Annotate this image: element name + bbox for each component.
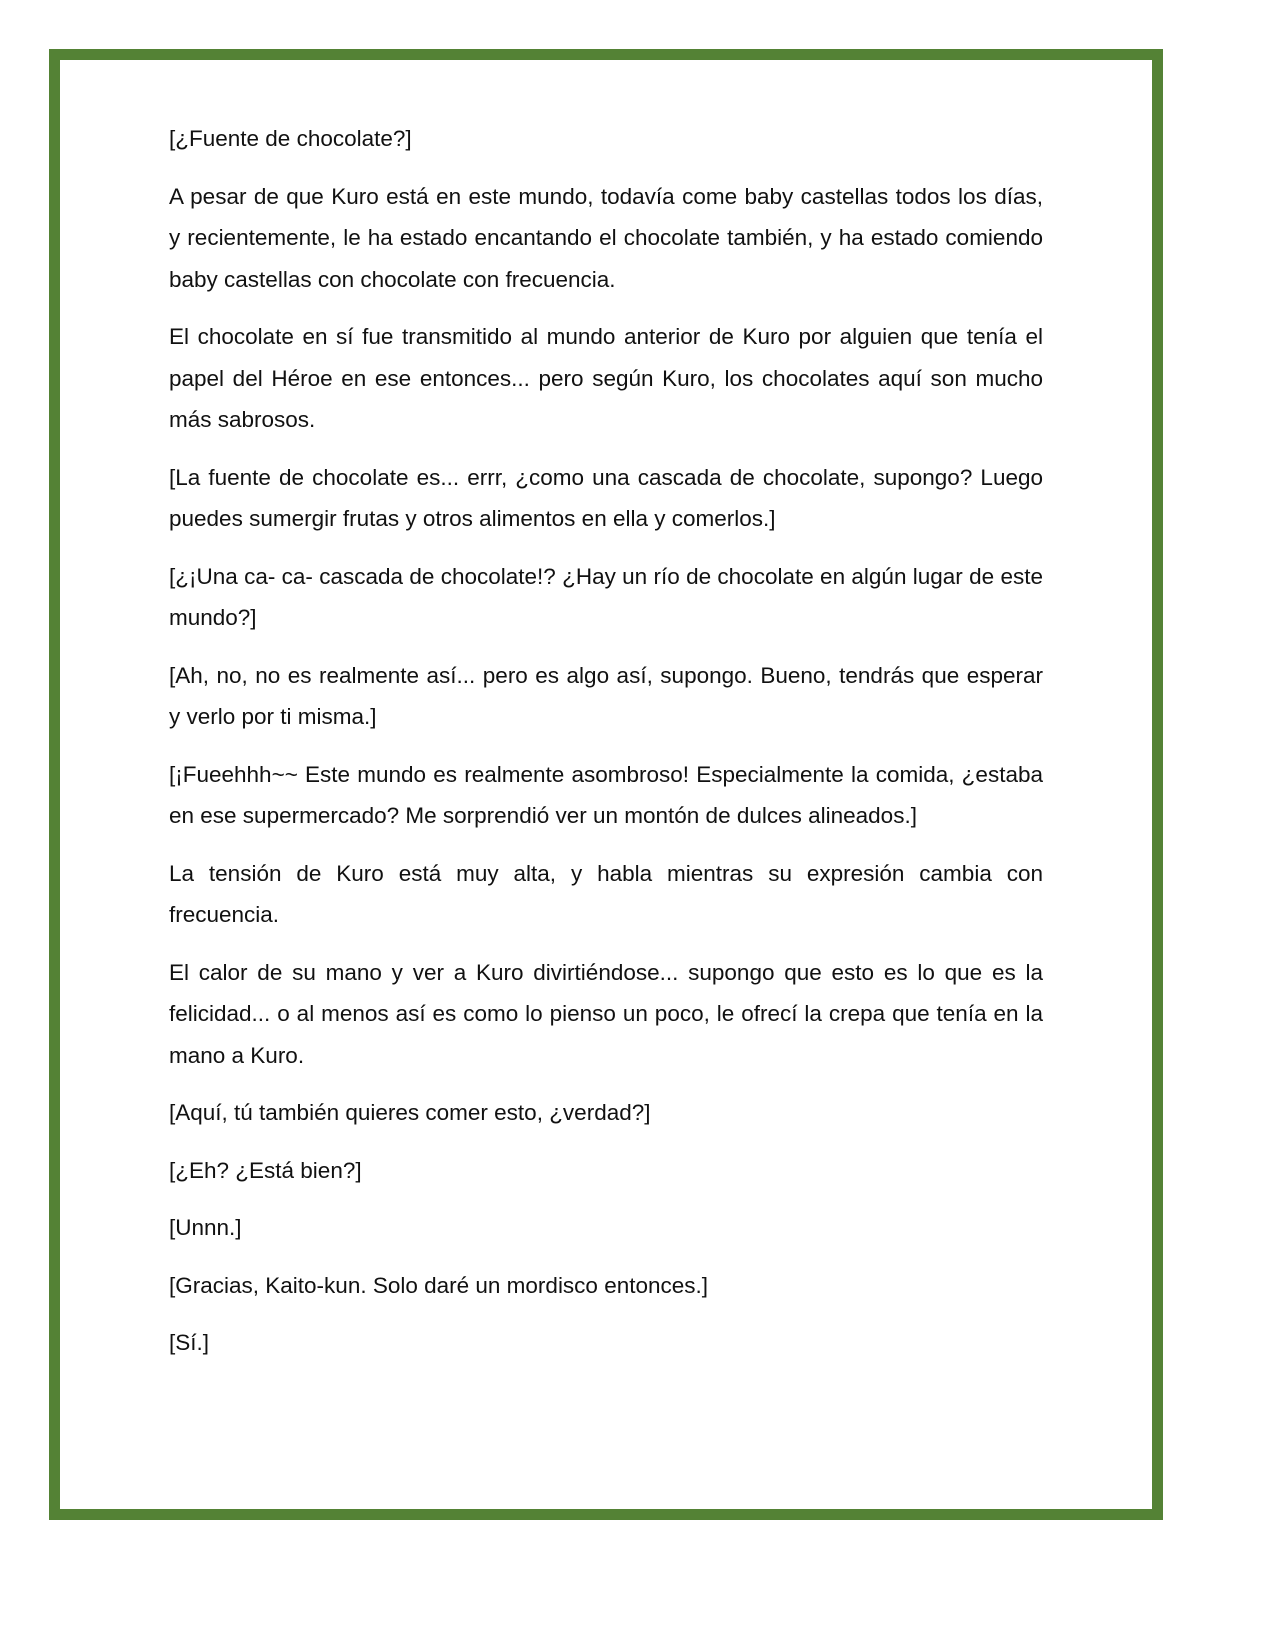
paragraph: A pesar de que Kuro está en este mundo, todavía come baby castellas todos los días, y recientemente, le ha estado encantando el chocolate también, y ha estado comiendo baby castellas con chocolate con frecuencia. — [169, 183, 1043, 292]
paragraph: [Gracias, Kaito-kun. Solo daré un mordisco entonces.] — [169, 1272, 709, 1298]
paragraph: El calor de su mano y ver a Kuro divirtiéndose... supongo que esto es lo que es la felicidad... o al menos así es como lo pienso un poco, le ofrecí la crepa que tenía en la mano a Kuro. — [169, 959, 1043, 1068]
paragraph: [La fuente de chocolate es... errr, ¿como una cascada de chocolate, supongo? Luego puedes sumergir frutas y otros alimentos en ella y comerlos.] — [169, 464, 1043, 531]
paragraph: La tensión de Kuro está muy alta, y habla mientras su expresión cambia con frecuencia. — [169, 860, 1043, 927]
paragraph: [Unnn.] — [169, 1215, 242, 1240]
paragraph: [Aquí, tú también quieres comer esto, ¿verdad?] — [169, 1100, 651, 1125]
paragraph: [Ah, no, no es realmente así... pero es algo así, supongo. Bueno, tendrás que esperar y verlo por ti misma.] — [169, 662, 1043, 729]
document-body — [169, 118, 1043, 1380]
paragraph: [¿Eh? ¿Está bien?] — [169, 1157, 362, 1183]
paragraph: El chocolate en sí fue transmitido al mundo anterior de Kuro por alguien que tenía el papel del Héroe en ese entonces... pero según Kuro, los chocolates aquí son mucho más sabrosos. — [169, 324, 1043, 432]
paragraph: [¿¡Una ca- ca- cascada de chocolate!? ¿Hay un río de chocolate en algún lugar de este mundo?] — [169, 563, 1043, 630]
paragraph: [¡Fueehhh~~ Este mundo es realmente asombroso! Especialmente la comida, ¿estaba en ese supermercado? Me sorprendió ver un montón de dulces alineados.] — [169, 761, 1043, 828]
paragraph: [¿Fuente de chocolate?] — [169, 126, 412, 151]
paragraph: [Sí.] — [169, 1330, 210, 1355]
